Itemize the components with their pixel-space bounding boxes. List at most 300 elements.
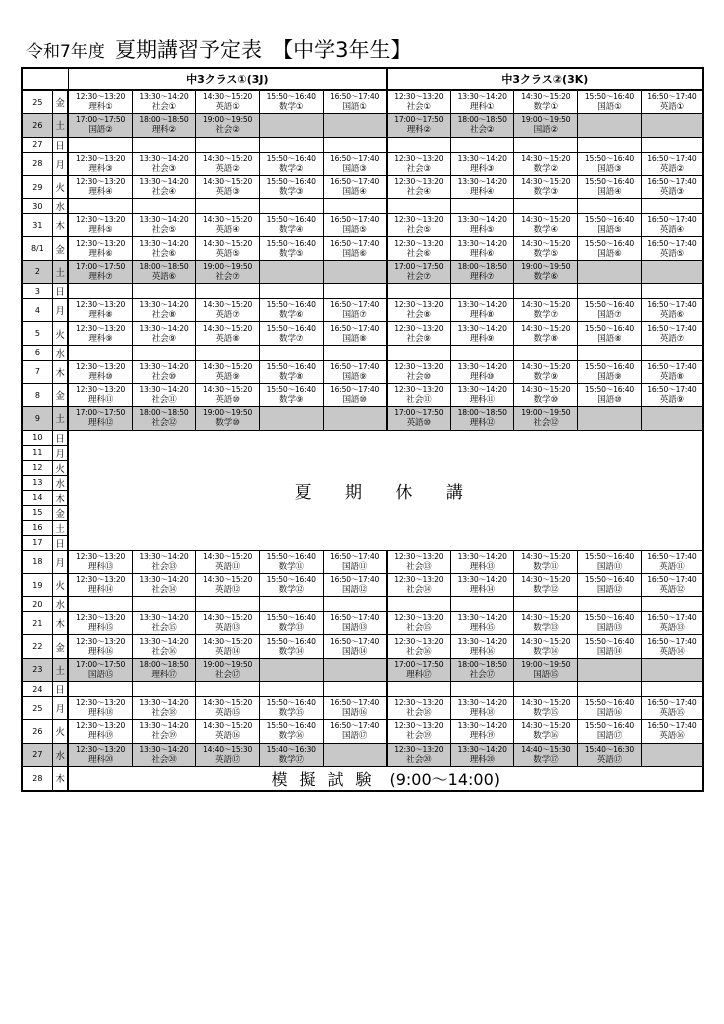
lesson-cell (514, 635, 578, 658)
lesson-subject: 社会⑦ (215, 271, 240, 282)
lesson-subject: 数学① (279, 102, 304, 113)
lesson-time: 12:30〜13:20 (75, 551, 126, 561)
lesson-subject: 国語⑭ (596, 646, 623, 657)
lesson-time (642, 744, 702, 755)
lesson-time: 15:50〜16:40 (266, 215, 316, 225)
lesson-time: 15:40〜16:30 (266, 744, 316, 754)
lesson-cell (387, 114, 451, 137)
lesson-time: 17:00〜17:50 (394, 115, 444, 125)
lesson-time: 15:50〜16:40 (266, 613, 316, 623)
lesson-cell (450, 322, 514, 345)
lesson-time: 13:30〜14:20 (139, 636, 189, 646)
lesson-subject: 英語⑦ (215, 310, 240, 321)
lesson-subject (642, 272, 702, 283)
lesson-time: 16:50〜17:40 (647, 361, 697, 371)
class-header-3j: 中3クラス①(3J) (68, 68, 386, 90)
weekday-cell: 土 (52, 658, 68, 681)
lesson-time: 13:30〜14:20 (457, 698, 507, 708)
weekday-cell: 木 (52, 766, 68, 791)
lesson-time (324, 114, 386, 125)
lesson-time: 13:30〜14:20 (139, 613, 189, 623)
date-cell: 25 (22, 697, 52, 720)
schedule-row (22, 743, 703, 766)
lesson-time: 13:30〜14:20 (139, 300, 189, 310)
lesson-cell (641, 383, 703, 406)
lesson-cell (578, 407, 642, 430)
date-cell: 5 (22, 322, 52, 345)
lesson-subject: 英語⑬ (659, 623, 685, 634)
lesson-time: 13:30〜14:20 (139, 721, 189, 731)
lesson-subject: 国語⑦ (597, 310, 622, 321)
empty-cell (259, 345, 323, 360)
empty-cell (450, 682, 514, 697)
lesson-subject: 英語⑤ (659, 248, 685, 259)
lesson-cell (132, 612, 196, 635)
lesson-subject: 数学⑫ (278, 585, 304, 595)
lesson-subject: 社会⑭ (406, 585, 432, 595)
lesson-time: 12:30〜13:20 (394, 698, 444, 708)
empty-cell (387, 345, 451, 360)
lesson-cell (514, 407, 578, 430)
lesson-subject (324, 755, 386, 766)
empty-cell (323, 284, 387, 299)
lesson-cell (387, 152, 451, 175)
lesson-subject: 国語⑥ (342, 248, 367, 259)
lesson-time: 17:00〜17:50 (394, 659, 444, 669)
lesson-time: 16:50〜17:40 (330, 238, 380, 248)
lesson-cell (323, 175, 387, 198)
lesson-time: 16:50〜17:40 (647, 92, 697, 102)
lesson-subject: 社会④ (151, 187, 177, 198)
schedule-row (22, 682, 703, 697)
lesson-cell (68, 720, 132, 743)
lesson-cell (68, 658, 132, 681)
lesson-cell (323, 90, 387, 114)
lesson-cell (578, 299, 642, 322)
empty-cell (578, 597, 642, 612)
lesson-subject: 理科⑪ (87, 395, 114, 406)
lesson-time: 13:30〜14:20 (457, 636, 507, 646)
schedule-row (22, 550, 703, 573)
lesson-time: 18:00〜18:50 (139, 115, 189, 125)
lesson-subject: 英語⑦ (659, 333, 685, 344)
lesson-subject: 社会⑰ (469, 669, 495, 680)
schedule-row (22, 137, 703, 152)
lesson-subject (260, 418, 323, 429)
lesson-subject: 英語⑮ (659, 708, 685, 719)
lesson-cell (323, 237, 387, 260)
lesson-subject: 英語⑧ (215, 333, 240, 344)
schedule-row (22, 383, 703, 406)
lesson-time: 14:30〜15:20 (202, 300, 253, 310)
empty-cell (578, 284, 642, 299)
lesson-cell (387, 175, 451, 198)
lesson-cell (68, 697, 132, 720)
lesson-cell (196, 612, 260, 635)
lesson-subject: 理科⑩ (470, 371, 495, 382)
lesson-cell (323, 635, 387, 658)
lesson-cell (641, 743, 703, 766)
lesson-cell (132, 407, 196, 430)
lesson-time: 19:00〜19:50 (521, 261, 571, 271)
lesson-subject: 数学⑪ (533, 561, 559, 572)
lesson-cell (259, 260, 323, 283)
date-cell: 6 (22, 345, 52, 360)
summer-break-label: 夏 期 休 講 (294, 482, 477, 503)
lesson-cell (641, 322, 703, 345)
lesson-time: 16:50〜17:40 (647, 575, 697, 584)
lesson-subject: 理科⑪ (469, 395, 495, 406)
lesson-subject (642, 125, 702, 136)
lesson-subject: 国語⑮ (533, 669, 559, 680)
lesson-cell (450, 299, 514, 322)
lesson-time: 14:30〜15:20 (202, 323, 253, 333)
lesson-time: 12:30〜13:20 (75, 744, 126, 754)
lesson-cell (259, 743, 323, 766)
schedule-row (22, 430, 703, 445)
lesson-time: 17:00〜17:50 (75, 261, 126, 271)
empty-cell (259, 682, 323, 697)
lesson-time: 15:50〜16:40 (266, 300, 316, 310)
lesson-subject: 数学⑧ (533, 333, 558, 344)
lesson-subject: 社会⑨ (151, 333, 177, 344)
lesson-subject: 国語⑫ (342, 585, 368, 595)
lesson-subject: 数学③ (533, 187, 558, 198)
lesson-subject: 英語② (659, 163, 685, 174)
lesson-time (578, 261, 641, 272)
lesson-time: 16:50〜17:40 (647, 613, 697, 623)
lesson-cell (196, 90, 260, 114)
schedule-row (22, 345, 703, 360)
lesson-cell (196, 260, 260, 283)
lesson-subject: 国語④ (342, 187, 367, 198)
lesson-cell (196, 299, 260, 322)
lesson-time: 16:50〜17:40 (330, 698, 380, 708)
lesson-time: 12:30〜13:20 (394, 385, 444, 395)
lesson-cell (323, 114, 387, 137)
lesson-cell (641, 299, 703, 322)
lesson-time: 12:30〜13:20 (394, 361, 444, 371)
weekday-cell: 水 (52, 345, 68, 360)
lesson-subject: 数学⑩ (533, 395, 558, 406)
lesson-time: 19:00〜19:50 (202, 659, 253, 669)
date-cell: 3 (22, 284, 52, 299)
lesson-time: 12:30〜13:20 (75, 215, 126, 225)
lesson-cell (578, 237, 642, 260)
lesson-subject: 国語② (88, 125, 113, 136)
lesson-cell (196, 697, 260, 720)
lesson-subject: 理科⑩ (88, 371, 113, 382)
lesson-subject: 数学⑰ (278, 754, 304, 765)
lesson-time: 16:50〜17:40 (647, 238, 697, 248)
lesson-time: 14:30〜15:20 (202, 613, 253, 623)
date-cell: 22 (22, 635, 52, 658)
lesson-cell (450, 573, 514, 596)
lesson-cell (450, 260, 514, 283)
lesson-subject: 英語① (659, 102, 685, 113)
lesson-time: 16:50〜17:40 (330, 551, 380, 561)
schedule-row (22, 612, 703, 635)
lesson-time (578, 659, 641, 670)
lesson-time: 14:30〜15:20 (521, 613, 571, 623)
lesson-subject: 理科⑯ (469, 646, 495, 657)
lesson-time: 16:50〜17:40 (647, 300, 697, 310)
lesson-time (324, 744, 386, 755)
lesson-cell (132, 260, 196, 283)
lesson-time: 15:50〜16:40 (584, 300, 635, 310)
lesson-time: 14:30〜15:20 (521, 385, 571, 395)
empty-cell (450, 597, 514, 612)
lesson-cell (387, 612, 451, 635)
lesson-time: 15:50〜16:40 (584, 551, 635, 561)
lesson-cell (450, 383, 514, 406)
lesson-cell (641, 90, 703, 114)
weekday-cell: 木 (52, 612, 68, 635)
date-cell: 4 (22, 299, 52, 322)
lesson-subject: 国語⑰ (596, 731, 623, 742)
lesson-cell (196, 175, 260, 198)
lesson-cell (196, 573, 260, 596)
lesson-subject (578, 670, 641, 681)
lesson-cell (450, 175, 514, 198)
lesson-subject: 理科⑧ (88, 310, 113, 321)
lesson-time: 12:30〜13:20 (394, 551, 444, 561)
lesson-time: 12:30〜13:20 (75, 361, 126, 371)
weekday-cell: 月 (52, 697, 68, 720)
weekday-cell: 火 (52, 175, 68, 198)
lesson-cell (387, 743, 451, 766)
lesson-time: 19:00〜19:50 (202, 115, 253, 125)
lesson-time: 12:30〜13:20 (394, 92, 444, 102)
empty-cell (450, 284, 514, 299)
lesson-cell (514, 260, 578, 283)
lesson-subject: 理科⑦ (470, 271, 495, 282)
lesson-time: 13:30〜14:20 (457, 92, 507, 102)
lesson-time (260, 659, 323, 670)
lesson-subject: 社会② (470, 125, 495, 136)
lesson-cell (514, 573, 578, 596)
lesson-subject: 社会⑯ (406, 646, 432, 657)
date-cell: 26 (22, 720, 52, 743)
weekday-cell: 土 (52, 114, 68, 137)
lesson-cell (514, 175, 578, 198)
lesson-subject: 社会⑲ (151, 731, 177, 742)
lesson-cell (323, 360, 387, 383)
empty-cell (387, 597, 451, 612)
lesson-subject: 数学⑭ (278, 646, 304, 657)
lesson-cell (450, 635, 514, 658)
lesson-time: 14:30〜15:20 (202, 698, 253, 708)
class-header-3k: 中3クラス②(3K) (387, 68, 703, 90)
lesson-time: 18:00〜18:50 (457, 115, 507, 125)
lesson-time: 19:00〜19:50 (521, 408, 571, 418)
lesson-cell (259, 237, 323, 260)
lesson-subject: 英語④ (659, 225, 685, 236)
lesson-subject: 社会⑳ (151, 754, 177, 765)
schedule-row (22, 597, 703, 612)
lesson-cell (450, 152, 514, 175)
lesson-time: 18:00〜18:50 (139, 261, 189, 271)
lesson-cell (132, 175, 196, 198)
lesson-subject: 社会⑥ (151, 248, 177, 259)
title-prefix: 令和7年度 (26, 42, 105, 62)
lesson-subject: 国語⑩ (342, 395, 367, 406)
lesson-subject: 社会⑩ (406, 371, 431, 382)
lesson-cell (132, 743, 196, 766)
lesson-cell (259, 573, 323, 596)
lesson-subject: 国語⑯ (342, 708, 368, 719)
lesson-time: 16:50〜17:40 (330, 92, 380, 102)
weekday-cell: 火 (52, 573, 68, 596)
lesson-time: 17:00〜17:50 (75, 408, 126, 418)
lesson-cell (387, 720, 451, 743)
weekday-cell: 月 (52, 152, 68, 175)
weekday-cell: 日 (52, 535, 68, 550)
lesson-time: 15:50〜16:40 (266, 575, 316, 584)
lesson-subject: 社会⑫ (151, 418, 177, 429)
date-cell: 26 (22, 114, 52, 137)
lesson-time: 16:50〜17:40 (330, 575, 380, 584)
lesson-time: 16:50〜17:40 (647, 215, 697, 225)
lesson-time: 13:30〜14:20 (139, 744, 189, 754)
lesson-cell (578, 743, 642, 766)
lesson-subject: 社会① (151, 102, 177, 113)
lesson-cell (259, 114, 323, 137)
lesson-subject: 理科⑨ (88, 333, 113, 344)
lesson-subject: 英語⑪ (214, 561, 241, 572)
lesson-cell (387, 90, 451, 114)
lesson-cell (196, 383, 260, 406)
lesson-subject: 国語⑫ (596, 585, 623, 595)
weekday-cell: 水 (52, 743, 68, 766)
lesson-subject: 英語⑫ (214, 585, 241, 595)
lesson-subject (324, 125, 386, 136)
lesson-subject: 理科⑤ (88, 225, 113, 236)
date-cell: 11 (22, 445, 52, 460)
date-cell: 17 (22, 535, 52, 550)
empty-cell (578, 345, 642, 360)
title-main: 夏期講習予定表 (115, 38, 262, 62)
date-cell: 24 (22, 682, 52, 697)
lesson-subject: 国語⑨ (342, 371, 367, 382)
lesson-subject: 国語⑧ (597, 333, 622, 344)
lesson-subject: 理科⑱ (469, 708, 495, 719)
lesson-subject: 理科⑦ (88, 271, 113, 282)
lesson-time: 16:50〜17:40 (330, 215, 380, 225)
lesson-time: 16:50〜17:40 (647, 385, 697, 395)
lesson-time: 13:30〜14:20 (457, 153, 507, 163)
lesson-time: 13:30〜14:20 (457, 323, 507, 333)
lesson-subject: 英語⑥ (151, 271, 177, 282)
lesson-time: 13:30〜14:20 (457, 551, 507, 561)
lesson-time: 14:30〜15:20 (202, 636, 253, 646)
lesson-subject: 数学② (533, 163, 558, 174)
lesson-time: 16:50〜17:40 (647, 323, 697, 333)
lesson-time: 15:50〜16:40 (584, 721, 635, 731)
lesson-time: 12:30〜13:20 (394, 613, 444, 623)
lesson-time (642, 114, 702, 125)
lesson-cell (641, 360, 703, 383)
lesson-subject: 社会⑯ (151, 646, 177, 657)
mock-exam-cell (68, 766, 703, 791)
lesson-time: 16:50〜17:40 (330, 721, 380, 731)
lesson-cell (514, 114, 578, 137)
lesson-cell (68, 360, 132, 383)
lesson-cell (578, 697, 642, 720)
lesson-time: 12:30〜13:20 (75, 238, 126, 248)
lesson-time: 15:50〜16:40 (584, 323, 635, 333)
lesson-cell (68, 550, 132, 573)
lesson-subject: 社会⑱ (151, 708, 177, 719)
lesson-time: 12:30〜13:20 (75, 92, 126, 102)
date-cell: 8/1 (22, 237, 52, 260)
weekday-cell: 金 (52, 90, 68, 114)
weekday-cell: 火 (52, 322, 68, 345)
lesson-time: 12:30〜13:20 (394, 300, 444, 310)
lesson-subject: 英語⑫ (659, 585, 685, 595)
lesson-cell (641, 697, 703, 720)
lesson-cell (387, 697, 451, 720)
date-cell: 2 (22, 260, 52, 283)
lesson-time: 13:30〜14:20 (139, 215, 189, 225)
weekday-cell: 金 (52, 237, 68, 260)
lesson-subject: 社会⑮ (151, 623, 177, 634)
lesson-time: 15:50〜16:40 (584, 575, 635, 584)
weekday-cell: 金 (52, 505, 68, 520)
empty-cell (132, 682, 196, 697)
lesson-subject: 社会⑰ (214, 669, 241, 680)
lesson-cell (68, 237, 132, 260)
empty-cell (514, 284, 578, 299)
empty-cell (514, 137, 578, 152)
lesson-cell (450, 90, 514, 114)
lesson-time: 19:00〜19:50 (202, 408, 253, 418)
schedule-row (22, 635, 703, 658)
lesson-cell (641, 260, 703, 283)
lesson-time: 12:30〜13:20 (75, 636, 126, 646)
lesson-cell (68, 407, 132, 430)
empty-cell (196, 345, 260, 360)
lesson-subject: 理科⑮ (469, 623, 495, 634)
lesson-time: 16:50〜17:40 (330, 323, 380, 333)
lesson-subject: 国語⑬ (342, 623, 368, 634)
lesson-subject: 理科⑳ (87, 754, 114, 765)
lesson-time: 17:00〜17:50 (75, 115, 126, 125)
lesson-cell (514, 550, 578, 573)
lesson-subject (324, 418, 386, 429)
schedule-row (22, 260, 703, 283)
lesson-cell (641, 407, 703, 430)
lesson-cell (68, 743, 132, 766)
empty-cell (387, 682, 451, 697)
lesson-time: 16:50〜17:40 (647, 636, 697, 646)
lesson-subject: 理科⑨ (470, 333, 495, 344)
lesson-time: 12:30〜13:20 (394, 215, 444, 225)
lesson-cell (132, 720, 196, 743)
empty-cell (450, 137, 514, 152)
lesson-cell (196, 360, 260, 383)
lesson-time (578, 114, 641, 125)
lesson-time: 16:50〜17:40 (330, 636, 380, 646)
lesson-cell (196, 407, 260, 430)
lesson-subject (642, 755, 702, 766)
schedule-row (22, 658, 703, 681)
lesson-time: 12:30〜13:20 (75, 613, 126, 623)
mock-exam-time: (9:00〜14:00) (389, 769, 500, 789)
schedule-row (22, 573, 703, 596)
lesson-time: 12:30〜13:20 (394, 177, 444, 187)
lesson-cell (578, 322, 642, 345)
